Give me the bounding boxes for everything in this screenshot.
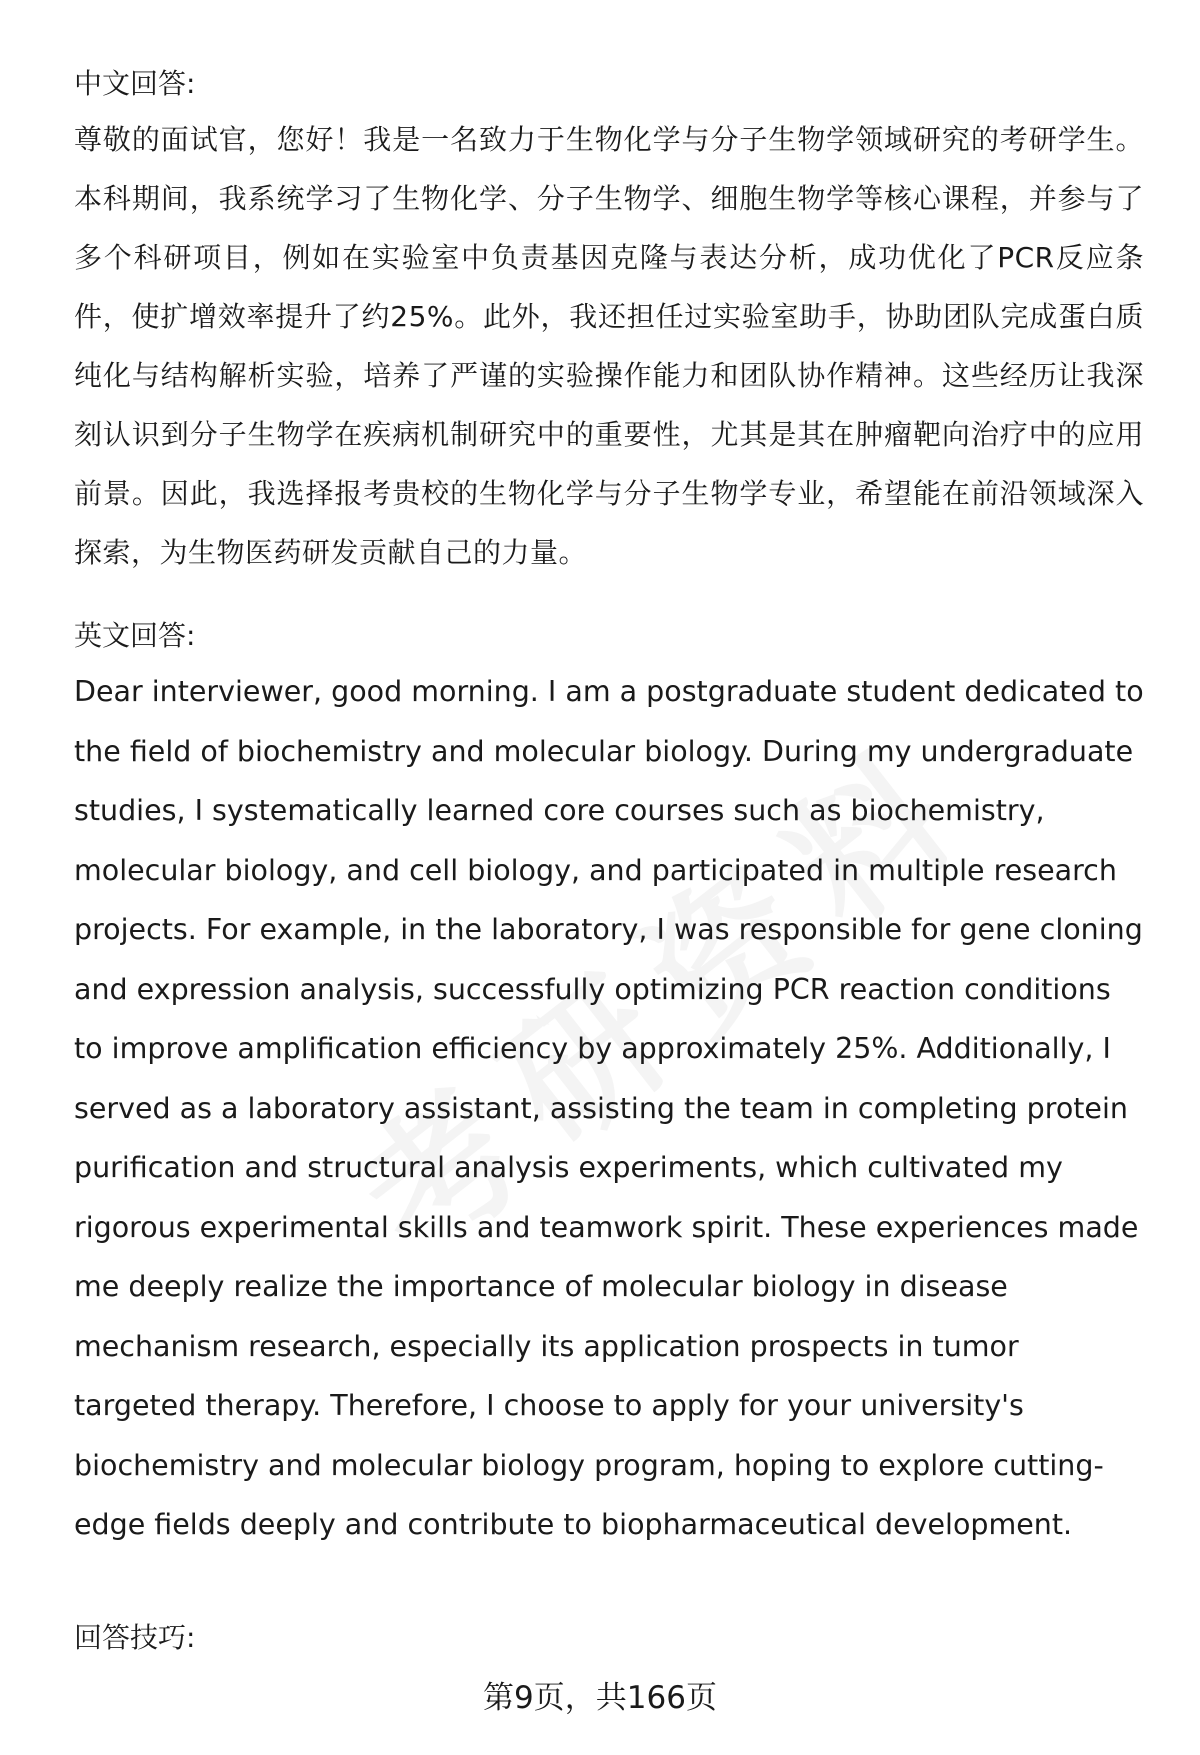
answer-tips-heading: 回答技巧: (74, 1621, 196, 1654)
page-number: 第9页，共166页 (483, 1680, 717, 1716)
chinese-answer-body: 尊敬的面试官，您好！我是一名致力于生物化学与分子生物学领域研究的考研学生。本科期间，我系统学习了生物化学、分子生物学、细胞生物学等核心课程，并参与了多个科研项目，例如在实验室中负责基因克隆与表达分析，成功优化了PCR反应条件，使扩增效率提升了约25%。此外，我还担任过实验室助手，协助团队完成蛋白质纯化与结构解析实验，培养了严谨的实验操作能力和团队协作精神。这些经历让我深刻认识到分子生物学在疾病机制研究中的重要性，尤其是其在肿瘤靶向治疗中的应用前景。因此，我选择报考贵校的生物化学与分子生物学专业，希望能在前沿领域深入探索，为生物医药研发贡献自己的力量。 (74, 123, 1144, 569)
english-answer-body: Dear interviewer, good morning. I am a postgraduate student dedicated to the field of biochemistry and molecular biology. During my undergraduate studies, I systematically learned core courses such as biochemistry, molecular biology, and cell biology, and participated in multiple research projects. For example, in the laboratory, I was responsible for gene cloning and expression analysis, successfully optimizing PCR reaction conditions to improve amplification efficiency by approximately 25%. Additionally, I served as a laboratory assistant, assisting the team in completing protein purification and structural analysis experiments, which cultivated my rigorous experimental skills and teamwork spirit. These experiences made me deeply realize the importance of molecular biology in disease mechanism research, especially its application prospects in tumor targeted therapy. Therefore, I choose to apply for your university's biochemistry and molecular biology program, hoping to explore cutting-edge fields deeply and contribute to biopharmaceutical development. (74, 675, 1144, 1541)
chinese-answer-heading: 中文回答: (74, 67, 196, 100)
english-answer-heading: 英文回答: (74, 619, 196, 652)
page-content (74, 64, 1144, 1555)
section-spacer (74, 582, 1144, 616)
